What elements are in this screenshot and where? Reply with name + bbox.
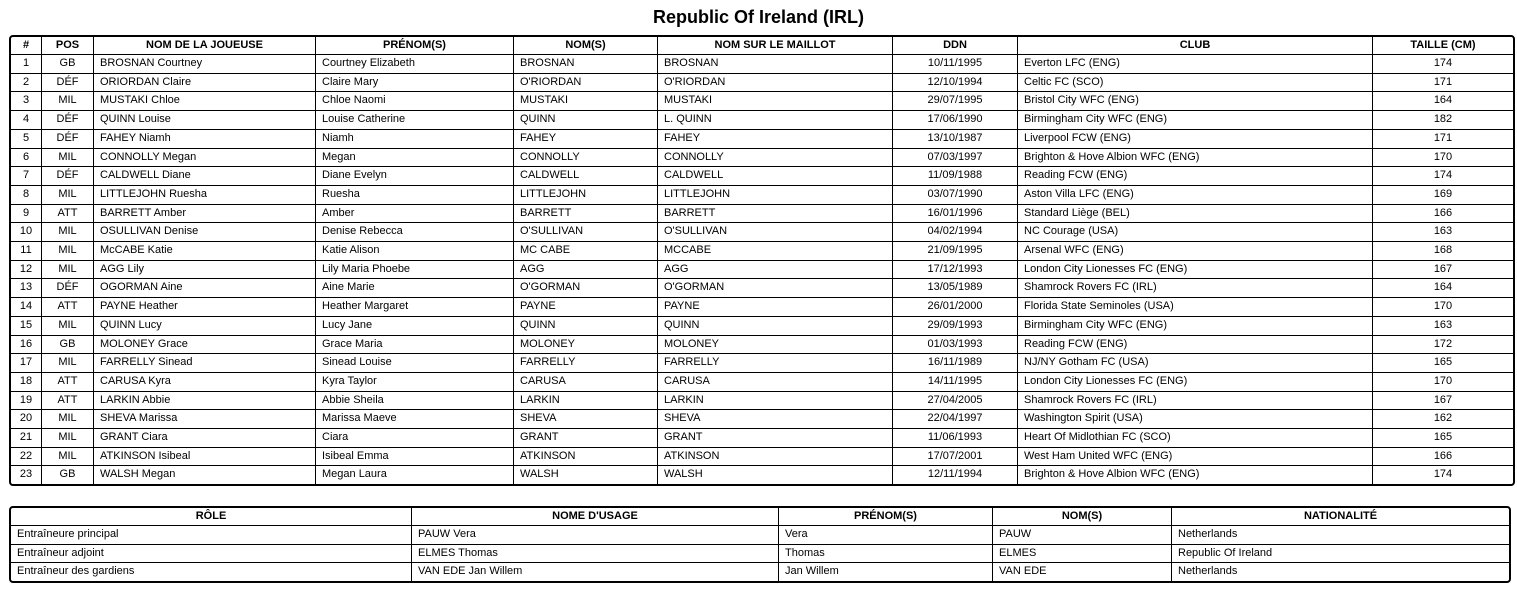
cell-nationality: Netherlands <box>1178 565 1238 577</box>
cell-number: 13 <box>11 279 42 298</box>
cell-shirt-name: MOLONEY <box>658 336 893 355</box>
cell-nationality: Republic Of Ireland <box>1172 545 1509 564</box>
header-player-name: NOM DE LA JOUEUSE <box>94 37 316 55</box>
cell-last-names: CALDWELL <box>514 167 658 186</box>
cell-position: ATT <box>42 392 94 411</box>
cell-birthdate: 13/10/1987 <box>893 130 1018 149</box>
cell-last-names: FAHEY <box>514 130 658 149</box>
cell-number: 14 <box>11 298 42 317</box>
cell-club: Shamrock Rovers FC (IRL) <box>1018 392 1373 411</box>
staff-header-row <box>11 508 1509 526</box>
cell-position: GB <box>42 55 94 74</box>
cell-first-names: Claire Mary <box>316 74 514 93</box>
cell-height: 172 <box>1373 336 1513 355</box>
header-staff-last-names: NOM(S) <box>993 508 1172 526</box>
cell-last-names: BARRETT <box>514 205 658 224</box>
cell-height: 166 <box>1373 448 1513 467</box>
cell-player-name: SHEVA Marissa <box>94 410 316 429</box>
cell-player-name: ORIORDAN Claire <box>94 74 316 93</box>
cell-player-name: AGG Lily <box>94 261 316 280</box>
cell-club: Brighton & Hove Albion WFC (ENG) <box>1018 466 1373 484</box>
cell-player-name: QUINN Lucy <box>94 317 316 336</box>
cell-staff-first-names: Thomas <box>779 545 993 564</box>
cell-last-names: SHEVA <box>514 410 658 429</box>
cell-last-names: O'GORMAN <box>514 279 658 298</box>
cell-height: 170 <box>1373 149 1513 168</box>
cell-position: MIL <box>42 429 94 448</box>
cell-height: 174 <box>1373 167 1513 186</box>
cell-player-name: LITTLEJOHN Ruesha <box>94 186 316 205</box>
cell-last-names: GRANT <box>514 429 658 448</box>
cell-player-name: CARUSA Kyra <box>94 373 316 392</box>
cell-last-names: O'SULLIVAN <box>514 223 658 242</box>
header-height: TAILLE (CM) <box>1373 37 1513 55</box>
cell-last-names: MOLONEY <box>514 336 658 355</box>
cell-first-names: Denise Rebecca <box>316 223 514 242</box>
table-row <box>11 261 1513 280</box>
table-row <box>11 317 1513 336</box>
cell-club: Aston Villa LFC (ENG) <box>1018 186 1373 205</box>
cell-club: Heart Of Midlothian FC (SCO) <box>1018 429 1373 448</box>
cell-birthdate: 07/03/1997 <box>893 149 1018 168</box>
table-row <box>11 205 1513 224</box>
cell-birthdate: 10/11/1995 <box>893 55 1018 74</box>
cell-birthdate: 27/04/2005 <box>893 392 1018 411</box>
cell-height: 166 <box>1373 205 1513 224</box>
cell-shirt-name: MCCABE <box>658 242 893 261</box>
cell-player-name: CALDWELL Diane <box>94 167 316 186</box>
cell-shirt-name: CARUSA <box>658 373 893 392</box>
cell-player-name: MOLONEY Grace <box>94 336 316 355</box>
cell-first-names: Niamh <box>316 130 514 149</box>
cell-staff-last-names: ELMES <box>993 545 1172 564</box>
cell-last-names: AGG <box>514 261 658 280</box>
cell-shirt-name: ATKINSON <box>658 448 893 467</box>
header-position: POS <box>42 37 94 55</box>
cell-number: 18 <box>11 373 42 392</box>
cell-number: 7 <box>11 167 42 186</box>
cell-first-names: Amber <box>316 205 514 224</box>
table-row <box>11 130 1513 149</box>
staff-table <box>9 506 1511 583</box>
cell-number: 16 <box>11 336 42 355</box>
cell-number: 1 <box>11 55 42 74</box>
cell-position: MIL <box>42 448 94 467</box>
cell-club: West Ham United WFC (ENG) <box>1018 448 1373 467</box>
cell-last-names: ATKINSON <box>514 448 658 467</box>
cell-club: London City Lionesses FC (ENG) <box>1018 261 1373 280</box>
cell-first-names: Ruesha <box>316 186 514 205</box>
cell-position: MIL <box>42 186 94 205</box>
cell-number: 17 <box>11 354 42 373</box>
cell-club: Birmingham City WFC (ENG) <box>1018 111 1373 130</box>
header-birthdate: DDN <box>893 37 1018 55</box>
cell-birthdate: 21/09/1995 <box>893 242 1018 261</box>
cell-first-names: Chloe Naomi <box>316 92 514 111</box>
cell-position: MIL <box>42 261 94 280</box>
header-first-names: PRÉNOM(S) <box>316 37 514 55</box>
cell-club: Standard Liège (BEL) <box>1018 205 1373 224</box>
cell-birthdate: 26/01/2000 <box>893 298 1018 317</box>
cell-club: Shamrock Rovers FC (IRL) <box>1018 279 1373 298</box>
cell-first-names: Lily Maria Phoebe <box>316 261 514 280</box>
cell-birthdate: 22/04/1997 <box>893 410 1018 429</box>
cell-club: NC Courage (USA) <box>1018 223 1373 242</box>
table-row <box>11 149 1513 168</box>
cell-birthdate: 11/09/1988 <box>893 167 1018 186</box>
cell-shirt-name: MUSTAKI <box>658 92 893 111</box>
cell-staff-first-names: Jan Willem <box>779 563 993 581</box>
cell-birthdate: 29/07/1995 <box>893 92 1018 111</box>
cell-position: MIL <box>42 354 94 373</box>
header-role: RÔLE <box>11 508 412 526</box>
table-row <box>11 410 1513 429</box>
cell-position: DÉF <box>42 167 94 186</box>
cell-height: 164 <box>1373 92 1513 111</box>
header-number: # <box>11 37 42 55</box>
cell-position: GB <box>42 336 94 355</box>
cell-shirt-name: FAHEY <box>658 130 893 149</box>
cell-role: Entraîneure principal <box>11 526 412 545</box>
cell-first-names: Katie Alison <box>316 242 514 261</box>
cell-number: 6 <box>11 149 42 168</box>
cell-player-name: CONNOLLY Megan <box>94 149 316 168</box>
cell-position: ATT <box>42 373 94 392</box>
cell-position: ATT <box>42 298 94 317</box>
cell-number: 12 <box>11 261 42 280</box>
cell-first-names: Diane Evelyn <box>316 167 514 186</box>
cell-first-names: Courtney Elizabeth <box>316 55 514 74</box>
cell-player-name: LARKIN Abbie <box>94 392 316 411</box>
cell-number: 2 <box>11 74 42 93</box>
cell-last-names: LARKIN <box>514 392 658 411</box>
cell-height: 165 <box>1373 354 1513 373</box>
cell-club: Reading FCW (ENG) <box>1018 336 1373 355</box>
table-row <box>11 186 1513 205</box>
cell-number: 3 <box>11 92 42 111</box>
cell-player-name: BARRETT Amber <box>94 205 316 224</box>
cell-last-names: MC CABE <box>514 242 658 261</box>
table-row <box>11 354 1513 373</box>
cell-position: MIL <box>42 92 94 111</box>
cell-position: DÉF <box>42 130 94 149</box>
table-row <box>11 466 1513 484</box>
table-row <box>11 55 1513 74</box>
cell-staff-first-names: Vera <box>779 526 993 545</box>
cell-nationality: Netherlands <box>1172 526 1509 545</box>
cell-birthdate: 13/05/1989 <box>893 279 1018 298</box>
cell-height: 165 <box>1373 429 1513 448</box>
page-title: Republic Of Ireland (IRL) <box>652 7 864 27</box>
cell-club: Bristol City WFC (ENG) <box>1018 92 1373 111</box>
cell-last-names: LITTLEJOHN <box>514 186 658 205</box>
cell-shirt-name: AGG <box>658 261 893 280</box>
cell-first-names: Kyra Taylor <box>316 373 514 392</box>
cell-club: Washington Spirit (USA) <box>1018 410 1373 429</box>
cell-first-names: Sinead Louise <box>316 354 514 373</box>
cell-first-names: Isibeal Emma <box>316 448 514 467</box>
cell-position: MIL <box>42 242 94 261</box>
cell-position: ATT <box>42 205 94 224</box>
cell-birthdate: 17/06/1990 <box>893 111 1018 130</box>
cell-height: 167 <box>1373 392 1513 411</box>
cell-position: MIL <box>42 149 94 168</box>
cell-position: MIL <box>42 223 94 242</box>
table-row <box>11 74 1513 93</box>
cell-number: 10 <box>11 223 42 242</box>
cell-player-name: PAYNE Heather <box>94 298 316 317</box>
cell-number: 9 <box>11 205 42 224</box>
table-row <box>11 223 1513 242</box>
table-row <box>11 563 1509 581</box>
cell-first-names: Aine Marie <box>316 279 514 298</box>
cell-club: London City Lionesses FC (ENG) <box>1018 373 1373 392</box>
table-row <box>11 429 1513 448</box>
cell-birthdate: 03/07/1990 <box>893 186 1018 205</box>
cell-last-names: QUINN <box>514 111 658 130</box>
cell-club: NJ/NY Gotham FC (USA) <box>1018 354 1373 373</box>
header-club: CLUB <box>1018 37 1373 55</box>
cell-position: GB <box>42 466 94 484</box>
cell-club: Birmingham City WFC (ENG) <box>1018 317 1373 336</box>
table-row <box>11 336 1513 355</box>
cell-shirt-name: O'GORMAN <box>658 279 893 298</box>
cell-number: 5 <box>11 130 42 149</box>
cell-position: DÉF <box>42 111 94 130</box>
cell-shirt-name: GRANT <box>658 429 893 448</box>
cell-player-name: ATKINSON Isibeal <box>94 448 316 467</box>
cell-height: 164 <box>1373 279 1513 298</box>
cell-first-names: Grace Maria <box>316 336 514 355</box>
cell-number: 19 <box>11 392 42 411</box>
header-nationality: NATIONALITÉ <box>1172 508 1509 526</box>
cell-last-names: BROSNAN <box>514 55 658 74</box>
cell-first-names: Megan <box>316 149 514 168</box>
cell-player-name: FAHEY Niamh <box>94 130 316 149</box>
cell-player-name: BROSNAN Courtney <box>94 55 316 74</box>
cell-shirt-name: BARRETT <box>658 205 893 224</box>
cell-club: Everton LFC (ENG) <box>1018 55 1373 74</box>
cell-player-name: MUSTAKI Chloe <box>94 92 316 111</box>
cell-number: 22 <box>11 448 42 467</box>
header-last-names: NOM(S) <box>514 37 658 55</box>
cell-usage-name: PAUW Vera <box>412 526 779 545</box>
cell-position: DÉF <box>42 279 94 298</box>
table-row <box>11 448 1513 467</box>
cell-shirt-name: O'SULLIVAN <box>658 223 893 242</box>
table-row <box>11 167 1513 186</box>
cell-position: MIL <box>42 410 94 429</box>
table-row <box>11 373 1513 392</box>
cell-player-name: QUINN Louise <box>94 111 316 130</box>
cell-height: 174 <box>1433 468 1453 481</box>
cell-height: 169 <box>1373 186 1513 205</box>
cell-shirt-name: CONNOLLY <box>658 149 893 168</box>
cell-height: 163 <box>1373 317 1513 336</box>
cell-player-name: OGORMAN Aine <box>94 279 316 298</box>
cell-number: 8 <box>11 186 42 205</box>
cell-club: Florida State Seminoles (USA) <box>1018 298 1373 317</box>
cell-club: Brighton & Hove Albion WFC (ENG) <box>1018 149 1373 168</box>
cell-first-names: Ciara <box>316 429 514 448</box>
cell-shirt-name: CALDWELL <box>658 167 893 186</box>
table-row <box>11 392 1513 411</box>
cell-number: 23 <box>11 466 42 484</box>
cell-number: 11 <box>11 242 42 261</box>
cell-last-names: WALSH <box>514 466 658 484</box>
cell-first-names: Louise Catherine <box>316 111 514 130</box>
cell-shirt-name: SHEVA <box>658 410 893 429</box>
cell-staff-last-names: PAUW <box>993 526 1172 545</box>
cell-birthdate: 14/11/1995 <box>893 373 1018 392</box>
cell-last-names: QUINN <box>514 317 658 336</box>
table-row <box>11 526 1509 545</box>
cell-shirt-name: FARRELLY <box>658 354 893 373</box>
cell-last-names: MUSTAKI <box>514 92 658 111</box>
cell-birthdate: 17/12/1993 <box>893 261 1018 280</box>
cell-shirt-name: QUINN <box>658 317 893 336</box>
cell-height: 162 <box>1373 410 1513 429</box>
table-row <box>11 545 1509 564</box>
header-staff-first-names: PRÉNOM(S) <box>779 508 993 526</box>
cell-staff-last-names: VAN EDE <box>993 563 1172 581</box>
cell-birthdate: 12/10/1994 <box>893 74 1018 93</box>
cell-club: Liverpool FCW (ENG) <box>1018 130 1373 149</box>
cell-first-names: Megan Laura <box>316 466 514 484</box>
cell-player-name: FARRELLY Sinead <box>94 354 316 373</box>
cell-birthdate: 17/07/2001 <box>893 448 1018 467</box>
cell-position: DÉF <box>42 74 94 93</box>
table-row <box>11 92 1513 111</box>
cell-shirt-name: WALSH <box>658 466 893 484</box>
cell-birthdate: 16/11/1989 <box>893 354 1018 373</box>
cell-height: 182 <box>1373 111 1513 130</box>
cell-last-names: O'RIORDAN <box>514 74 658 93</box>
cell-first-names: Heather Margaret <box>316 298 514 317</box>
cell-height: 170 <box>1373 298 1513 317</box>
cell-player-name: WALSH Megan <box>94 466 316 484</box>
cell-birthdate: 04/02/1994 <box>893 223 1018 242</box>
cell-first-names: Lucy Jane <box>316 317 514 336</box>
cell-height: 170 <box>1373 373 1513 392</box>
cell-birthdate: 01/03/1993 <box>893 336 1018 355</box>
table-row <box>11 298 1513 317</box>
cell-club: Arsenal WFC (ENG) <box>1018 242 1373 261</box>
cell-player-name: OSULLIVAN Denise <box>94 223 316 242</box>
cell-last-names: FARRELLY <box>514 354 658 373</box>
cell-last-names: CARUSA <box>514 373 658 392</box>
cell-shirt-name: BROSNAN <box>658 55 893 74</box>
cell-height: 171 <box>1373 130 1513 149</box>
cell-number: 20 <box>11 410 42 429</box>
table-row <box>11 242 1513 261</box>
cell-height: 171 <box>1373 74 1513 93</box>
cell-birthdate: 11/06/1993 <box>893 429 1018 448</box>
cell-number: 4 <box>11 111 42 130</box>
cell-first-names: Marissa Maeve <box>316 410 514 429</box>
cell-shirt-name: LARKIN <box>658 392 893 411</box>
cell-player-name: McCABE Katie <box>94 242 316 261</box>
cell-role: Entraîneur adjoint <box>11 545 412 564</box>
cell-position: MIL <box>42 317 94 336</box>
table-row <box>11 279 1513 298</box>
cell-number: 15 <box>11 317 42 336</box>
table-row <box>11 111 1513 130</box>
cell-birthdate: 29/09/1993 <box>893 317 1018 336</box>
cell-number: 21 <box>11 429 42 448</box>
cell-height: 168 <box>1373 242 1513 261</box>
players-table <box>9 35 1515 486</box>
cell-first-names: Abbie Sheila <box>316 392 514 411</box>
cell-birthdate: 12/11/1994 <box>893 466 1018 484</box>
cell-height: 167 <box>1373 261 1513 280</box>
cell-usage-name: ELMES Thomas <box>412 545 779 564</box>
header-shirt-name: NOM SUR LE MAILLOT <box>658 37 893 55</box>
cell-shirt-name: LITTLEJOHN <box>658 186 893 205</box>
cell-height: 174 <box>1373 55 1513 74</box>
cell-player-name: GRANT Ciara <box>94 429 316 448</box>
cell-shirt-name: L. QUINN <box>658 111 893 130</box>
cell-height: 163 <box>1373 223 1513 242</box>
cell-shirt-name: PAYNE <box>658 298 893 317</box>
players-header-row <box>11 37 1513 55</box>
cell-last-names: PAYNE <box>514 298 658 317</box>
cell-club: Celtic FC (SCO) <box>1018 74 1373 93</box>
cell-shirt-name: O'RIORDAN <box>658 74 893 93</box>
cell-last-names: CONNOLLY <box>514 149 658 168</box>
cell-role: Entraîneur des gardiens <box>11 563 412 581</box>
cell-usage-name: VAN EDE Jan Willem <box>412 563 779 581</box>
cell-birthdate: 16/01/1996 <box>893 205 1018 224</box>
cell-club: Reading FCW (ENG) <box>1018 167 1373 186</box>
header-usage-name: NOME D'USAGE <box>412 508 779 526</box>
